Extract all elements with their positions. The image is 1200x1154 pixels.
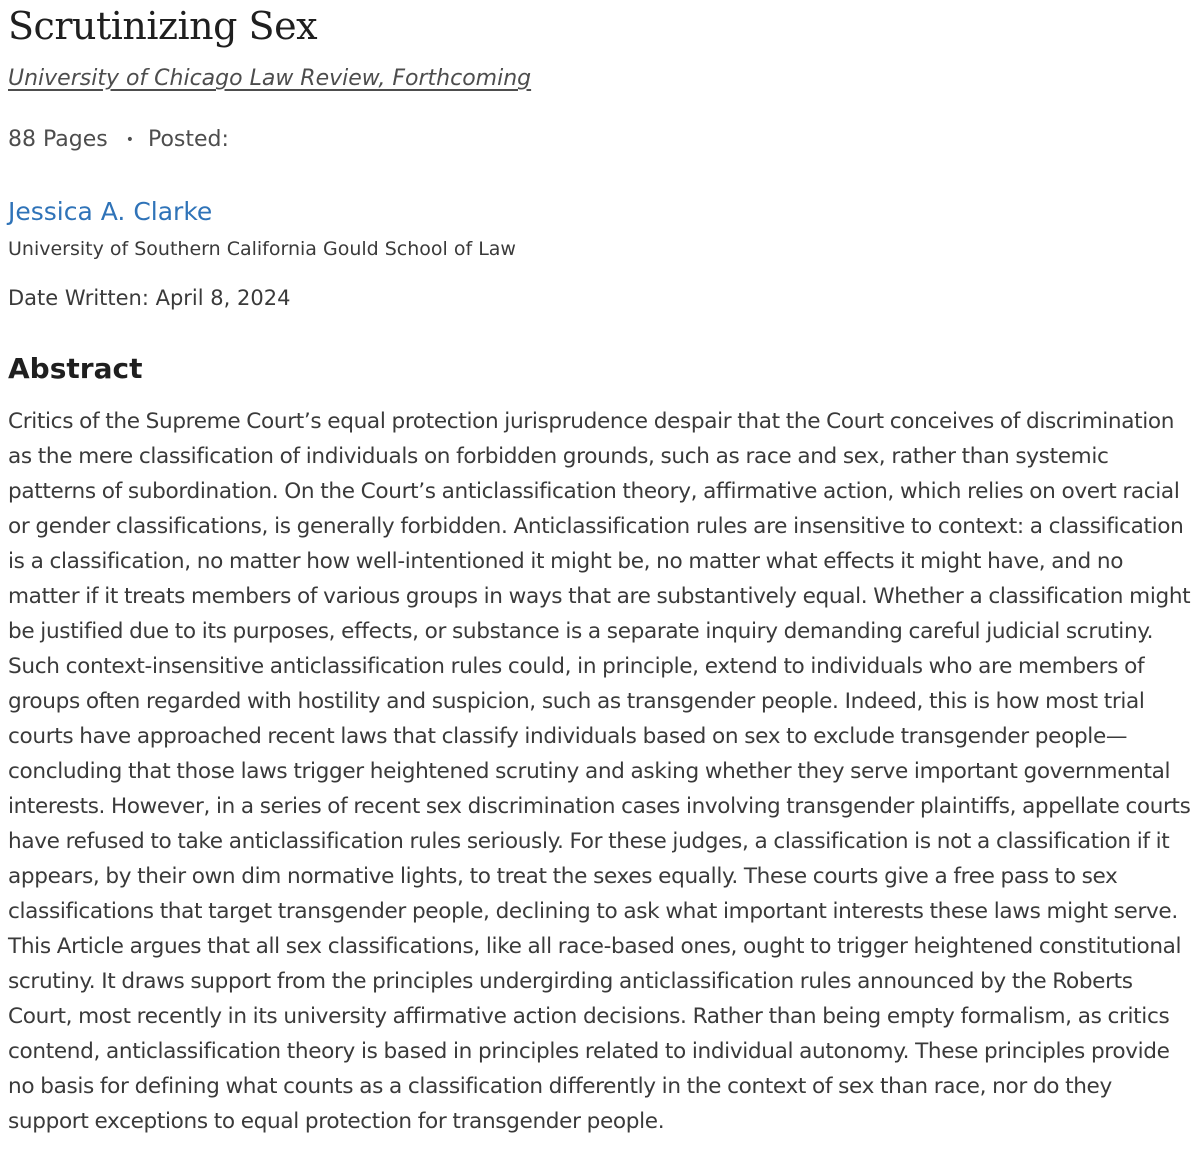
abstract-line: as the mere classification of individuals on forbidden grounds, such as race and sex, rather than systemic [8, 444, 1109, 469]
journal-link[interactable]: University of Chicago Law Review, Forthcoming [8, 66, 532, 91]
posted-label: Posted: [147, 127, 229, 152]
author-link[interactable]: Jessica A. Clarke [8, 197, 213, 226]
abstract-line: support exceptions to equal protection for transgender people. [8, 1109, 665, 1134]
abstract-line: is a classification, no matter how well-intentioned it might be, no matter what effects it might have, and no [8, 549, 1124, 574]
abstract-line: no basis for defining what counts as a classification differently in the context of sex than race, nor do they [8, 1074, 1112, 1099]
abstract-line: patterns of subordination. On the Court’s anticlassification theory, affirmative action, which relies on overt racial [8, 479, 1180, 504]
abstract-line: courts have approached recent laws that classify individuals based on sex to exclude transgender people— [8, 724, 1128, 749]
abstract-line: Such context-insensitive anticlassification rules could, in principle, extend to individuals who are members of [8, 654, 1145, 679]
meta-separator: • [125, 131, 134, 148]
abstract-line: concluding that those laws trigger heightened scrutiny and asking whether they serve important governmental [8, 759, 1171, 784]
abstract-line: appears, by their own dim normative lights, to treat the sexes equally. These courts give a free pass to sex [8, 864, 1118, 889]
abstract-line: Critics of the Supreme Court’s equal protection jurisprudence despair that the Court conceives of discrimination [8, 409, 1175, 434]
paper-meta-row [8, 127, 229, 152]
abstract-line: matter if it treats members of various groups in ways that are substantively equal. Whether a classification might [8, 584, 1191, 609]
author-affiliation: University of Southern California Gould School of Law [8, 238, 516, 260]
paper-title: Scrutinizing Sex [8, 4, 318, 48]
abstract-line: contend, anticlassification theory is based in principles related to individual autonomy. These principles provide [8, 1039, 1170, 1064]
abstract-line: or gender classifications, is generally forbidden. Anticlassification rules are insensitive to context: a classification [8, 514, 1184, 539]
abstract-line: Court, most recently in its university affirmative action decisions. Rather than being empty formalism, as critics [8, 1004, 1170, 1029]
page-count: 88 Pages [8, 127, 108, 152]
abstract-text [8, 404, 1191, 1139]
abstract-line: classifications that target transgender people, declining to ask what important interests these laws might serve. [8, 899, 1178, 924]
date-written: Date Written: April 8, 2024 [8, 286, 291, 310]
abstract-line: have refused to take anticlassification rules seriously. For these judges, a classification is not a classification if it [8, 829, 1170, 854]
abstract-line: scrutiny. It draws support from the principles undergirding anticlassification rules announced by the Roberts [8, 969, 1133, 994]
abstract-line: be justified due to its purposes, effects, or substance is a separate inquiry demanding careful judicial scrutiny. [8, 619, 1154, 644]
abstract-heading: Abstract [8, 352, 143, 385]
abstract-line: groups often regarded with hostility and suspicion, such as transgender people. Indeed, this is how most trial [8, 689, 1145, 714]
abstract-line: interests. However, in a series of recent sex discrimination cases involving transgender plaintiffs, appellate courts [8, 794, 1191, 819]
abstract-line: This Article argues that all sex classifications, like all race-based ones, ought to trigger heightened constitutional [8, 934, 1182, 959]
